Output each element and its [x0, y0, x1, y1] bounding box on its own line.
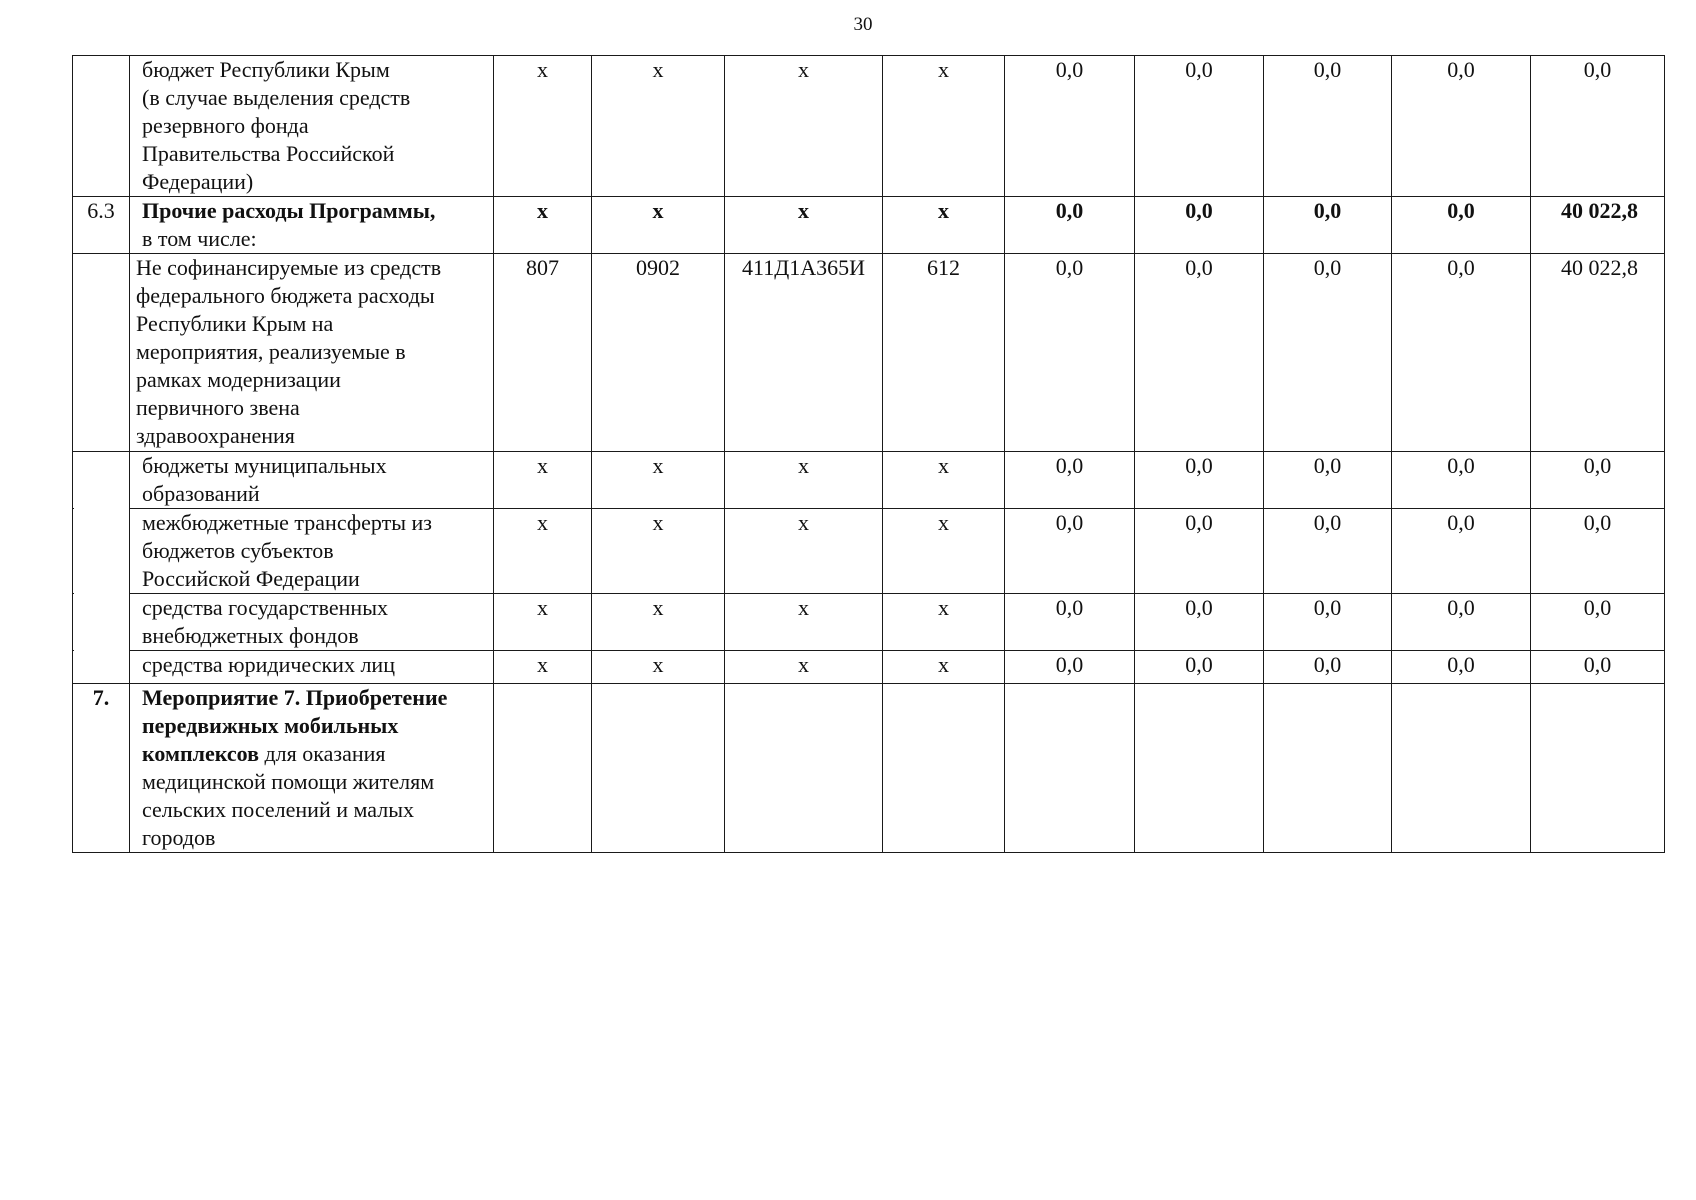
description-line: мероприятия, реализуемые в	[136, 339, 406, 364]
description-line: бюджетов субъектов	[142, 538, 334, 563]
code-cell: 411Д1А365И	[724, 254, 882, 451]
description-text: для оказания	[258, 741, 386, 766]
table-row	[72, 594, 1665, 651]
value-cell: 0,0	[1004, 509, 1134, 593]
description-line: сельских поселений и малых	[142, 797, 414, 822]
value-cell: 0,0	[1134, 254, 1263, 451]
description-line: образований	[142, 481, 260, 506]
code-cell: х	[882, 509, 1004, 593]
value-cell: 0,0	[1263, 197, 1391, 253]
code-cell: х	[493, 452, 591, 508]
description-line: медицинской помощи жителям	[142, 769, 435, 794]
description-line: средства юридических лиц	[142, 652, 395, 677]
value-cell: 0,0	[1134, 452, 1263, 508]
value-cell: 0,0	[1391, 452, 1530, 508]
value-cell	[1530, 684, 1665, 852]
value-cell: 0,0	[1391, 594, 1530, 650]
value-cell: 40 022,8	[1530, 254, 1665, 451]
code-cell: х	[724, 452, 882, 508]
code-cell: х	[882, 452, 1004, 508]
code-cell	[724, 684, 882, 852]
value-cell: 0,0	[1263, 509, 1391, 593]
row-number-cell	[72, 509, 129, 593]
value-cell: 0,0	[1391, 56, 1530, 196]
description-line: Федерации)	[142, 169, 254, 194]
row-number-cell	[72, 254, 129, 451]
description-line: в том числе:	[142, 226, 257, 251]
code-cell: х	[882, 651, 1004, 683]
value-cell: 0,0	[1134, 509, 1263, 593]
value-cell	[1004, 684, 1134, 852]
code-cell: х	[882, 594, 1004, 650]
value-cell: 0,0	[1004, 254, 1134, 451]
value-cell: 0,0	[1263, 452, 1391, 508]
value-cell: 0,0	[1530, 509, 1665, 593]
value-cell: 0,0	[1004, 651, 1134, 683]
table-row	[72, 452, 1665, 509]
value-cell	[1263, 684, 1391, 852]
code-cell: х	[882, 197, 1004, 253]
table-row	[72, 509, 1665, 594]
description-cell	[129, 197, 493, 253]
description-line: средства государственных	[142, 595, 388, 620]
value-cell: 0,0	[1391, 651, 1530, 683]
value-cell: 0,0	[1004, 594, 1134, 650]
section-title: Прочие расходы Программы,	[142, 198, 436, 223]
description-line: городов	[142, 825, 216, 850]
section-title: передвижных мобильных	[142, 713, 399, 738]
code-cell: 612	[882, 254, 1004, 451]
value-cell: 0,0	[1004, 197, 1134, 253]
description-line: здравоохранения	[136, 423, 295, 448]
description-cell	[129, 651, 493, 683]
value-cell	[1134, 684, 1263, 852]
value-cell: 0,0	[1263, 56, 1391, 196]
value-cell: 0,0	[1391, 509, 1530, 593]
description-cell	[129, 594, 493, 650]
merged-cell-cover	[74, 450, 129, 452]
value-cell: 0,0	[1134, 197, 1263, 253]
value-cell: 0,0	[1004, 452, 1134, 508]
code-cell: х	[724, 509, 882, 593]
row-number: 6.3	[72, 197, 129, 253]
description-line: резервного фонда	[142, 113, 309, 138]
value-cell: 0,0	[1134, 594, 1263, 650]
value-cell: 0,0	[1134, 56, 1263, 196]
table-row	[72, 254, 1665, 452]
description-line	[142, 740, 487, 768]
merged-cell-cover	[74, 593, 129, 595]
description-cell	[129, 254, 493, 451]
code-cell: х	[493, 594, 591, 650]
value-cell: 0,0	[1391, 254, 1530, 451]
section-title: Мероприятие 7. Приобретение	[142, 685, 448, 710]
page-number: 30	[853, 14, 873, 35]
description-line: бюджет Республики Крым	[142, 57, 390, 82]
row-number-cell	[72, 594, 129, 650]
table-row	[72, 197, 1665, 254]
description-cell	[129, 684, 493, 852]
table-row	[72, 684, 1665, 853]
merged-cell-cover	[74, 507, 129, 509]
code-cell: х	[724, 56, 882, 196]
description-line: Российской Федерации	[142, 566, 360, 591]
description-line: Республики Крым на	[136, 311, 334, 336]
code-cell: х	[591, 594, 724, 650]
merged-cell-cover	[74, 650, 129, 652]
code-cell: х	[882, 56, 1004, 196]
description-line: первичного звена	[136, 395, 300, 420]
row-number-cell	[72, 56, 129, 196]
value-cell: 0,0	[1530, 594, 1665, 650]
code-cell: х	[493, 197, 591, 253]
table-row	[72, 651, 1665, 684]
description-line: Не софинансируемые из средств	[136, 255, 442, 280]
code-cell: х	[493, 56, 591, 196]
code-cell	[591, 684, 724, 852]
value-cell: 0,0	[1263, 651, 1391, 683]
table-row	[72, 55, 1665, 197]
value-cell: 0,0	[1134, 651, 1263, 683]
code-cell: 0902	[591, 254, 724, 451]
description-line: федерального бюджета расходы	[136, 283, 435, 308]
description-line: межбюджетные трансферты из	[142, 510, 432, 535]
section-title: комплексов	[142, 741, 259, 766]
code-cell: х	[493, 509, 591, 593]
row-number-cell	[72, 651, 129, 683]
value-cell	[1391, 684, 1530, 852]
code-cell	[882, 684, 1004, 852]
description-cell	[129, 56, 493, 196]
description-line: рамках модернизации	[136, 367, 341, 392]
description-cell	[129, 452, 493, 508]
description-line: внебюджетных фондов	[142, 623, 359, 648]
value-cell: 0,0	[1004, 56, 1134, 196]
description-line: (в случае выделения средств	[142, 85, 411, 110]
code-cell: х	[724, 594, 882, 650]
row-number: 7.	[72, 684, 129, 852]
value-cell: 0,0	[1530, 56, 1665, 196]
code-cell: х	[591, 651, 724, 683]
code-cell: х	[591, 452, 724, 508]
code-cell: х	[493, 651, 591, 683]
code-cell	[493, 684, 591, 852]
value-cell: 0,0	[1263, 594, 1391, 650]
value-cell: 0,0	[1263, 254, 1391, 451]
code-cell: х	[591, 509, 724, 593]
value-cell: 40 022,8	[1530, 197, 1665, 253]
code-cell: х	[724, 197, 882, 253]
code-cell: 807	[493, 254, 591, 451]
value-cell: 0,0	[1530, 651, 1665, 683]
description-line: бюджеты муниципальных	[142, 453, 387, 478]
description-cell	[129, 509, 493, 593]
merged-cell-cover	[74, 251, 129, 253]
row-number-cell	[72, 452, 129, 508]
code-cell: х	[724, 651, 882, 683]
code-cell: х	[591, 56, 724, 196]
value-cell: 0,0	[1530, 452, 1665, 508]
description-line: Правительства Российской	[142, 141, 395, 166]
code-cell: х	[591, 197, 724, 253]
value-cell: 0,0	[1391, 197, 1530, 253]
